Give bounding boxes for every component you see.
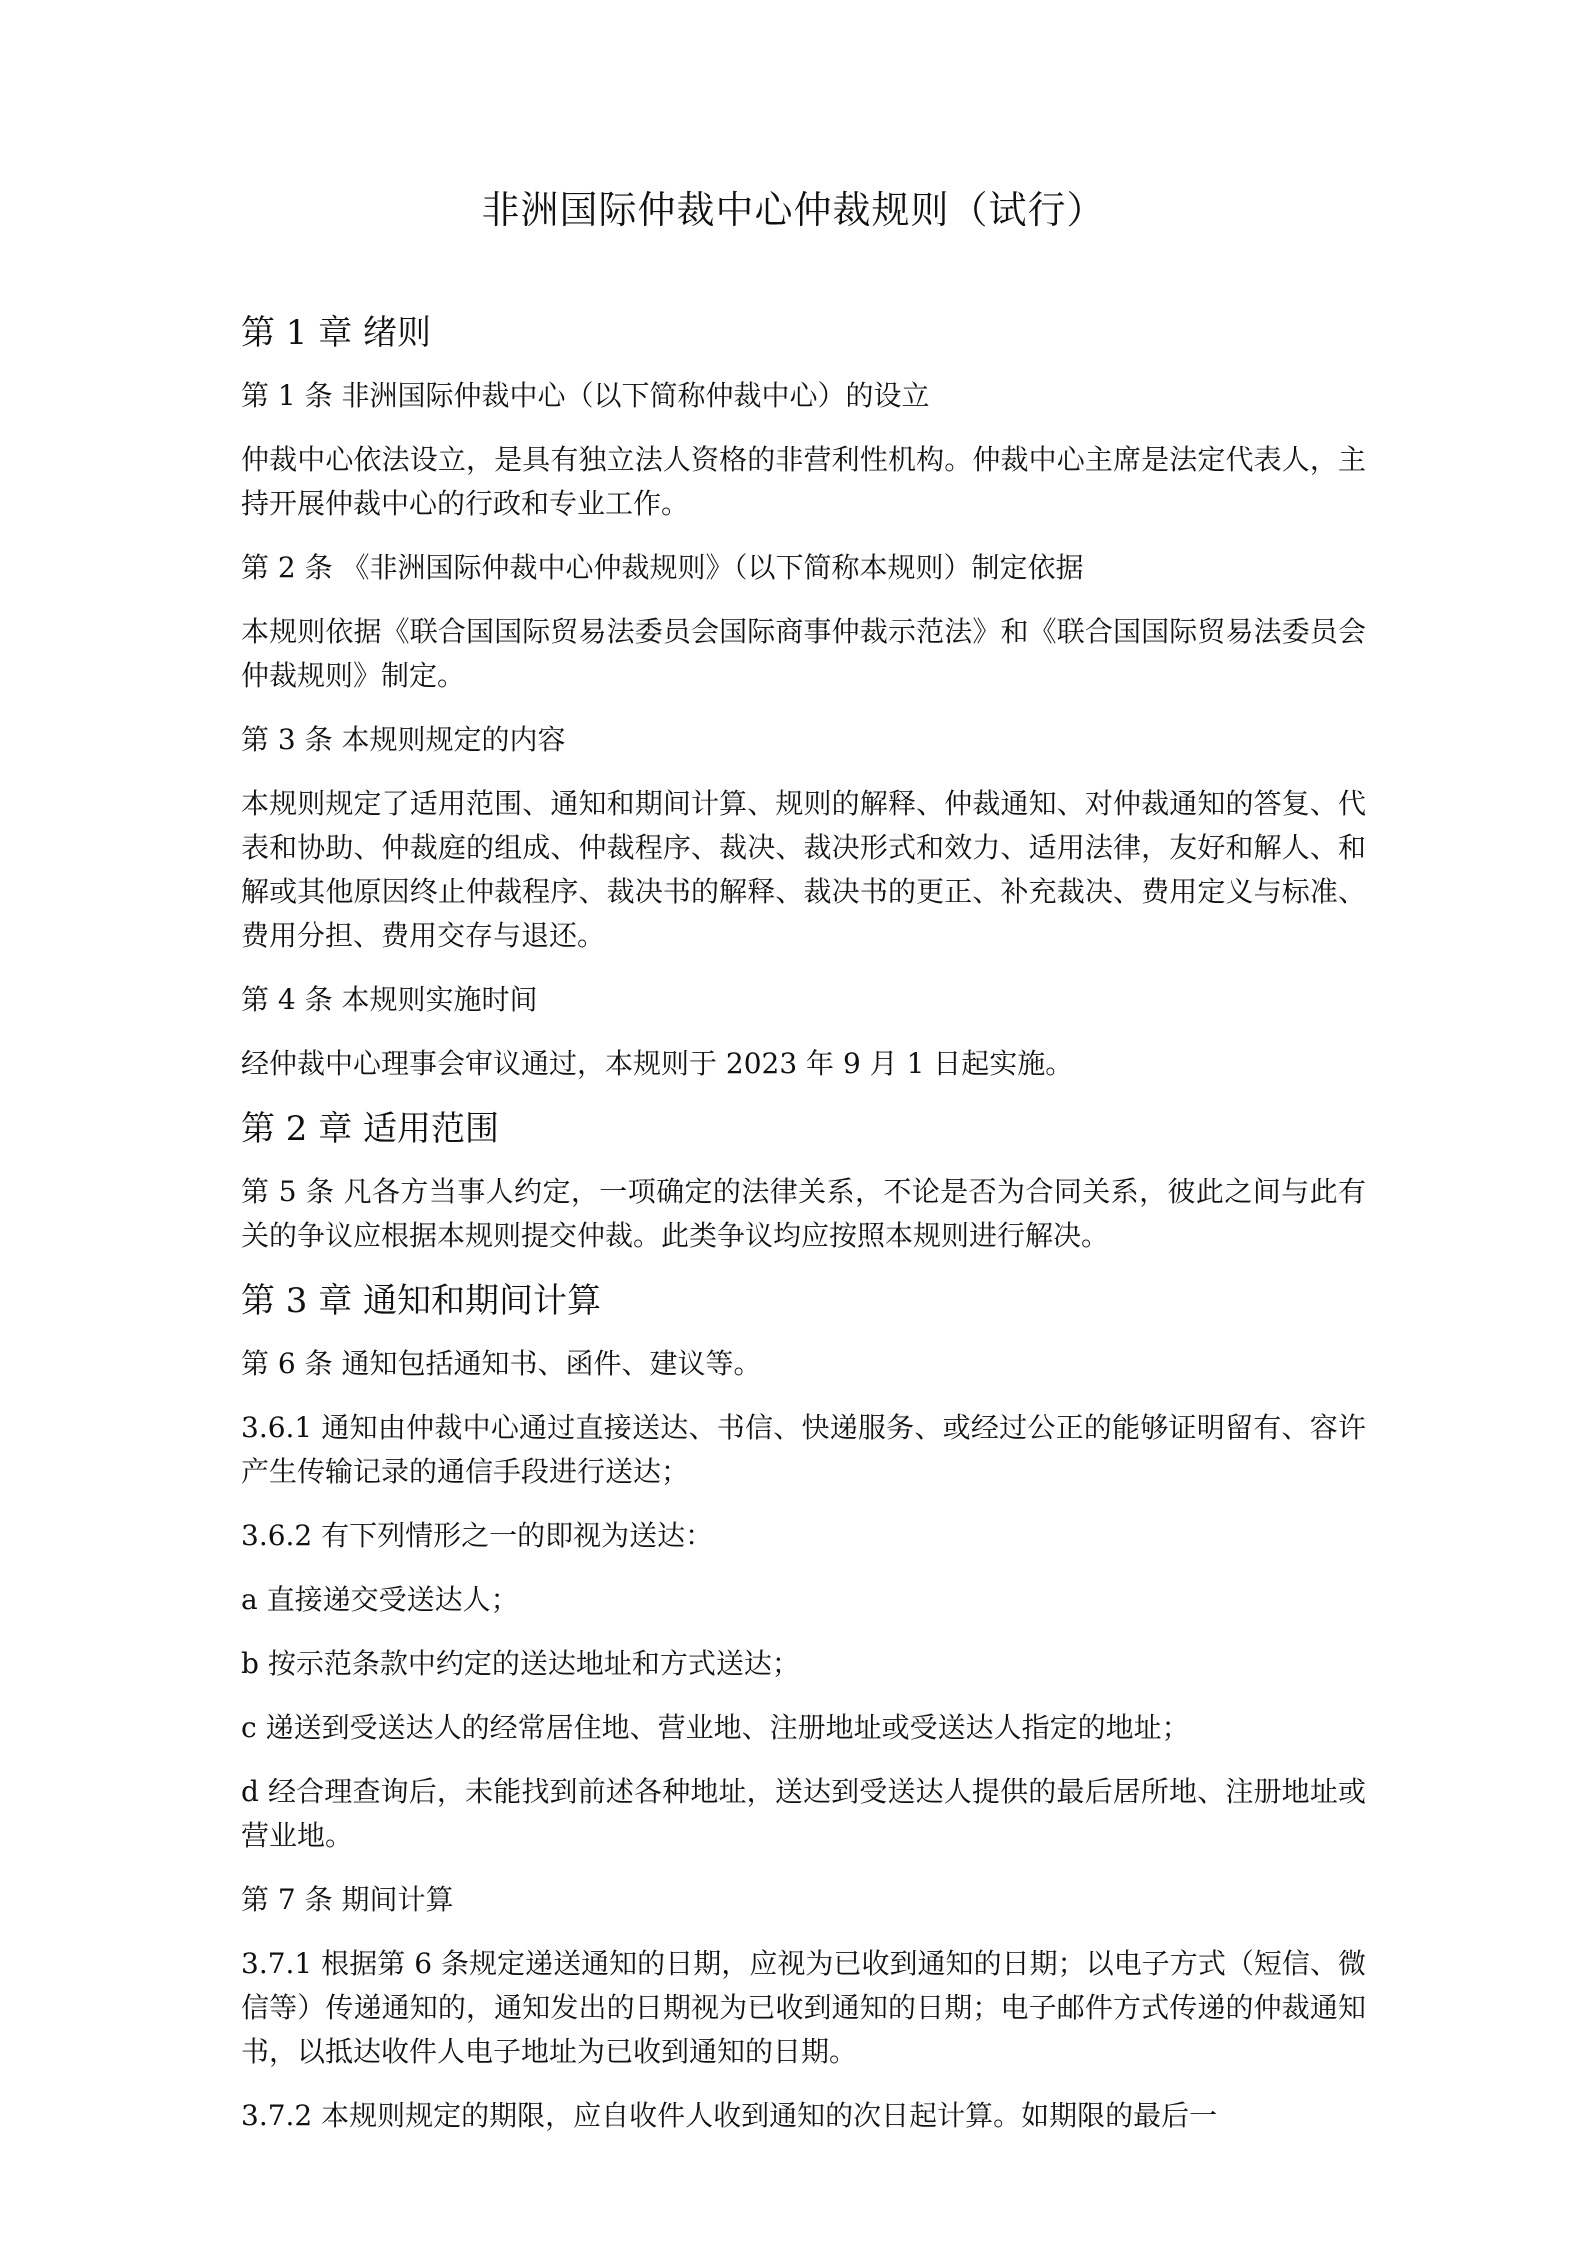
paragraph: 本规则规定了适用范围、通知和期间计算、规则的解释、仲裁通知、对仲裁通知的答复、代表和协助、仲裁庭的组成、仲裁程序、裁决、裁决形式和效力、适用法律，友好和解人、和解或其他原因终止仲裁程序、裁决书的解释、裁决书的更正、补充裁决、费用定义与标准、费用分担、费用交存与退还。 [241,787,1366,952]
paragraph: 经仲裁中心理事会审议通过，本规则于 2023 年 9 月 1 日起实施。 [241,1047,1074,1080]
paragraph: 仲裁中心依法设立，是具有独立法人资格的非营利性机构。仲裁中心主席是法定代表人，主持开展仲裁中心的行政和专业工作。 [241,443,1366,520]
chapter-heading: 第 3 章 通知和期间计算 [241,1281,602,1321]
paragraph: 3.6.1 通知由仲裁中心通过直接送达、书信、快递服务、或经过公正的能够证明留有、容许产生传输记录的通信手段进行送达； [241,1411,1366,1488]
chapter-heading: 第 2 章 适用范围 [241,1109,500,1149]
article-heading: 第 6 条 通知包括通知书、函件、建议等。 [241,1347,762,1380]
paragraph: d 经合理查询后，未能找到前述各种地址，送达到受送达人提供的最后居所地、注册地址或营业地。 [241,1775,1366,1852]
document-title: 非洲国际仲裁中心仲裁规则（试行） [481,188,1106,232]
article-heading: 第 4 条 本规则实施时间 [241,983,538,1016]
paragraph: 3.7.2 本规则规定的期限，应自收件人收到通知的次日起计算。如期限的最后一 [241,2099,1218,2132]
article-heading: 第 7 条 期间计算 [241,1883,454,1916]
paragraph: 3.6.2 有下列情形之一的即视为送达： [241,1519,714,1552]
paragraph: 3.7.1 根据第 6 条规定递送通知的日期，应视为已收到通知的日期；以电子方式（短信、微信等）传递通知的，通知发出的日期视为已收到通知的日期；电子邮件方式传递的仲裁通知书，以抵达收件人电子地址为已收到通知的日期。 [241,1947,1366,2068]
paragraph: b 按示范条款中约定的送达地址和方式送达； [241,1647,800,1680]
article-heading: 第 2 条 《非洲国际仲裁中心仲裁规则》（以下简称本规则）制定依据 [241,551,1084,584]
article-heading: 第 3 条 本规则规定的内容 [241,723,566,756]
paragraph: a 直接递交受送达人； [241,1583,519,1616]
chapter-heading: 第 1 章 绪则 [241,313,432,353]
paragraph: 第 5 条 凡各方当事人约定，一项确定的法律关系，不论是否为合同关系，彼此之间与此有关的争议应根据本规则提交仲裁。此类争议均应按照本规则进行解决。 [241,1175,1366,1252]
article-heading: 第 1 条 非洲国际仲裁中心（以下简称仲裁中心）的设立 [241,379,930,412]
document-body [241,310,1366,2158]
paragraph: c 递送到受送达人的经常居住地、营业地、注册地址或受送达人指定的地址； [241,1711,1190,1744]
paragraph: 本规则依据《联合国国际贸易法委员会国际商事仲裁示范法》和《联合国国际贸易法委员会仲裁规则》制定。 [241,615,1366,692]
